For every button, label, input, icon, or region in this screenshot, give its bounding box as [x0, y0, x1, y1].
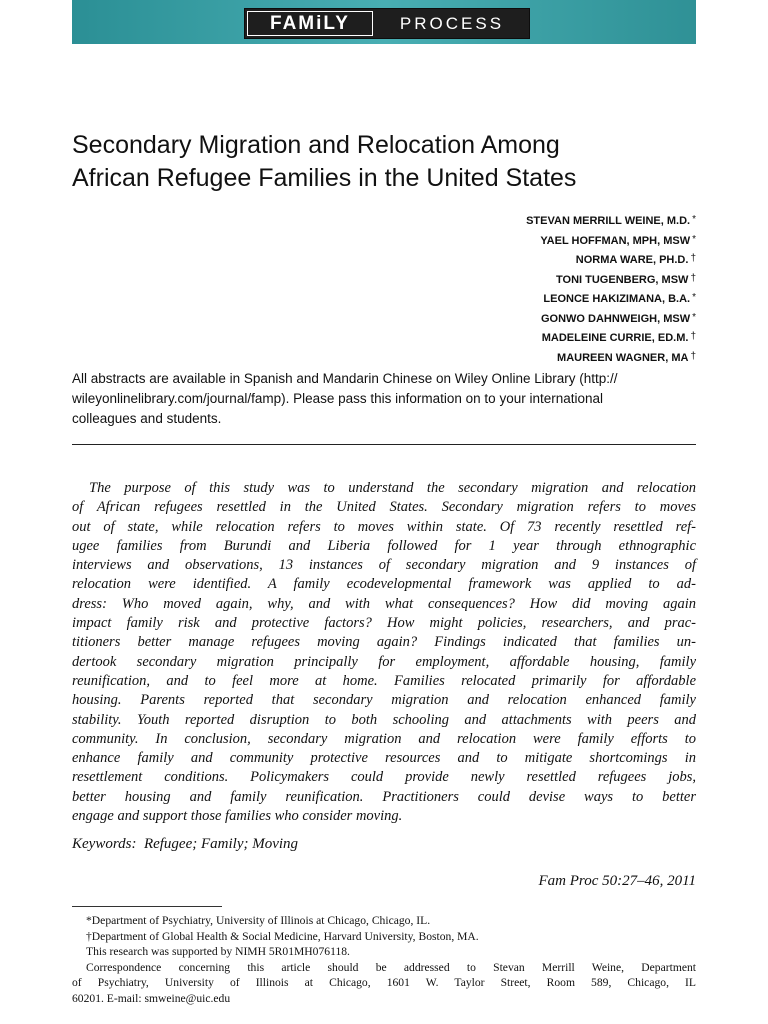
abstract-line: housing. Parents reported that secondary migration and relocation enhanced family	[72, 692, 696, 709]
abstract-line: ugee families from Burundi and Liberia followed for 1 year through ethnographic	[72, 537, 696, 554]
author: NORMA WARE, PH.D. †	[575, 253, 696, 266]
author-list	[526, 211, 696, 367]
footnote-correspondence-line: 60201. E-mail: smweine@uic.edu	[72, 991, 231, 1005]
section-divider	[72, 444, 696, 445]
journal-header-band	[72, 0, 696, 44]
author: GONWO DAHNWEIGH, MSW *	[540, 311, 696, 325]
title-line-1: Secondary Migration and Relocation Among	[72, 131, 560, 159]
abstract-line: stability. Youth reported disruption to both schooling and attachments with peers and	[72, 711, 696, 728]
logo-family-text: FAMiLY	[247, 11, 373, 36]
footnote-funding: This research was supported by NIMH 5R01MH076118.	[86, 945, 350, 959]
abstract-line: titioners better manage refugees moving again? Findings indicated that families un-	[72, 634, 696, 651]
abstract-availability-note	[72, 369, 696, 429]
logo-process-text: PROCESS	[399, 13, 505, 33]
footnotes	[72, 913, 696, 1007]
abstract-line: engage and support those families who consider moving.	[72, 808, 403, 825]
keywords: Keywords: Refugee; Family; Moving	[72, 836, 299, 852]
abstract-line: impact family risk and protective factors? How might policies, researchers, and prac-	[72, 615, 696, 632]
article-title	[72, 129, 692, 195]
author: STEVAN MERRILL WEINE, M.D. *	[526, 214, 696, 227]
footnote-divider	[72, 906, 222, 907]
author: MADELEINE CURRIE, ED.M. †	[541, 331, 696, 344]
author: YAEL HOFFMAN, MPH, MSW *	[540, 233, 696, 247]
footnote-affiliation-1: *Department of Psychiatry, University of Illinois at Chicago, Chicago, IL.	[86, 914, 431, 927]
footnote-affiliation-2: †Department of Global Health & Social Medicine, Harvard University, Boston, MA.	[86, 929, 479, 943]
abstract-line: resettlement conditions. Policymakers could provide newly resettled refugees jobs,	[72, 769, 696, 786]
abstract-line: dress: Who moved again, why, and with what consequences? How did moving again	[72, 595, 696, 612]
abstract-line: community. In conclusion, secondary migration and relocation were family efforts to	[72, 730, 696, 747]
abstract-line: The purpose of this study was to understand the secondary migration and relocation	[89, 480, 696, 496]
abstract-line: reunification, and to feel more at home. Families relocated primarily for affordable	[72, 672, 696, 689]
abstract-line: of African refugees resettled in the United States. Secondary migration refers to moves	[72, 499, 696, 516]
abstract-line: out of state, while relocation refers to moves within state. Of 73 recently resettled ref-	[72, 518, 696, 535]
journal-citation: Fam Proc 50:27–46, 2011	[538, 873, 696, 889]
note-line-2: wileyonlinelibrary.com/journal/famp). Please pass this information on to your international	[72, 391, 604, 406]
abstract-line: dertook secondary migration principally for employment, affordable housing, family	[72, 653, 696, 670]
note-line-1: All abstracts are available in Spanish and Mandarin Chinese on Wiley Online Library (http://	[72, 371, 618, 386]
journal-logo	[244, 8, 530, 39]
abstract-line: better housing and family reunification. Practitioners could devise ways to better	[72, 788, 696, 805]
footnote-correspondence-line: of Psychiatry, University of Illinois at Chicago, 1601 W. Taylor Street, Room 589, Chicago, IL	[72, 976, 696, 990]
abstract-line: relocation were identified. A family ecodevelopmental framework was applied to ad-	[72, 576, 696, 593]
abstract-line: interviews and observations, 13 instances of secondary migration and 9 instances of	[72, 557, 696, 574]
abstract-line: enhance family and community protective resources and to mitigate shortcomings in	[72, 750, 696, 767]
title-line-2: African Refugee Families in the United States	[72, 164, 577, 192]
footnote-correspondence-line: Correspondence concerning this article should be addressed to Stevan Merrill Weine, Department	[86, 960, 696, 974]
author: MAUREEN WAGNER, MA †	[557, 350, 696, 364]
author: TONI TUGENBERG, MSW †	[556, 272, 696, 286]
abstract	[72, 479, 696, 826]
note-line-3: colleagues and students.	[72, 411, 222, 426]
author: LEONCE HAKIZIMANA, B.A. *	[543, 292, 696, 305]
